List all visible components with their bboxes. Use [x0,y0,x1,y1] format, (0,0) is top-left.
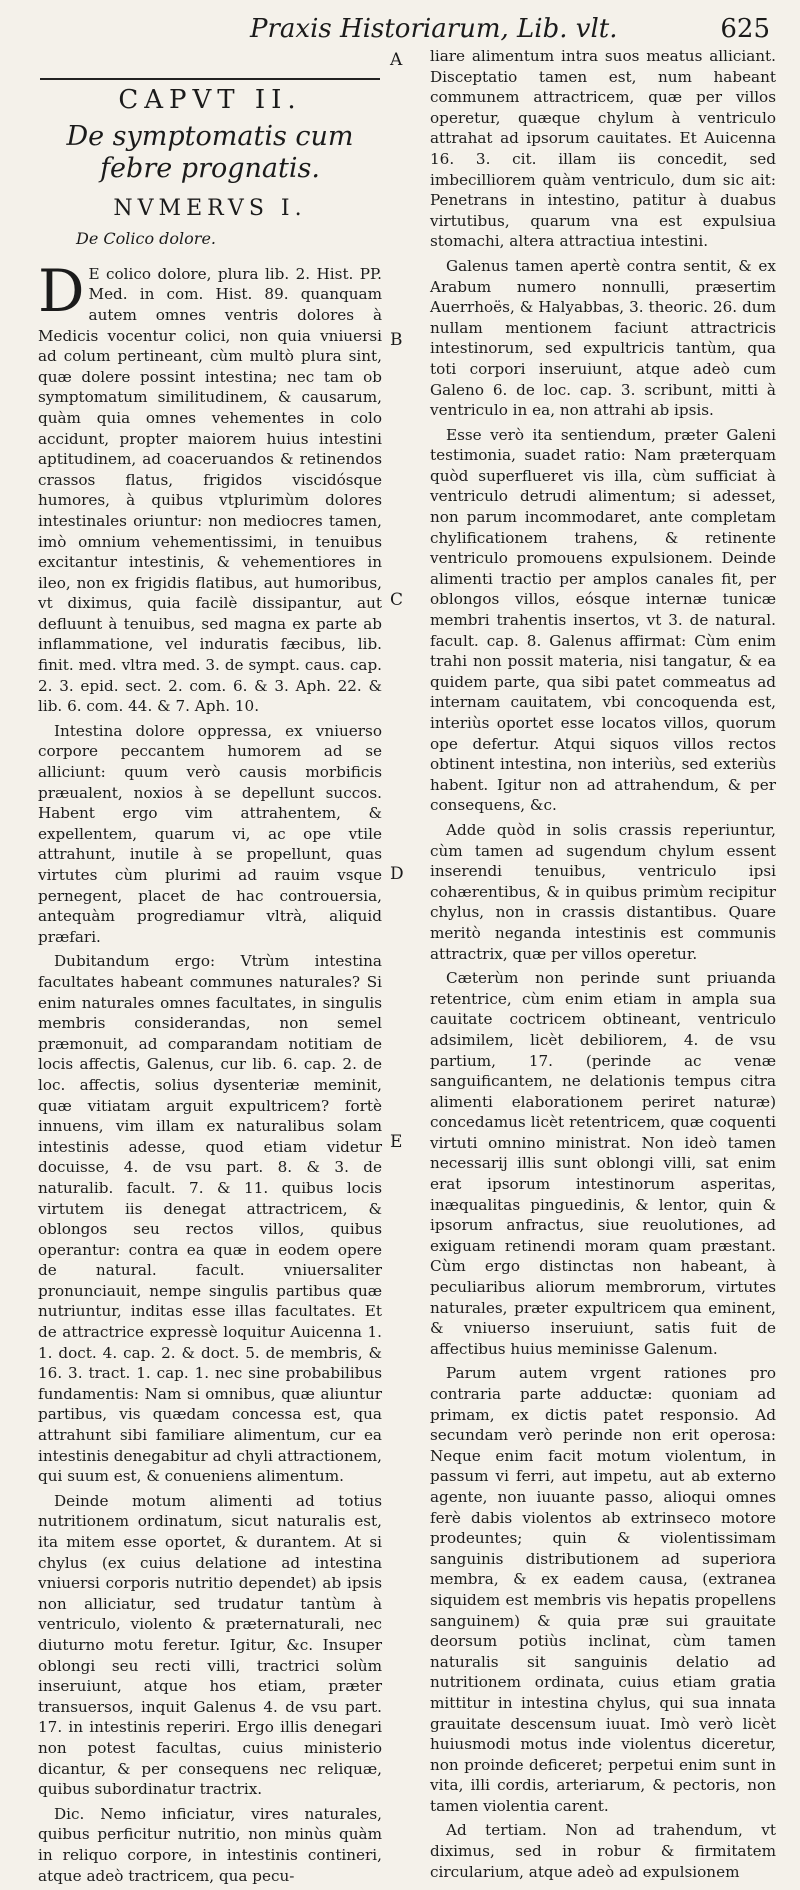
paragraph: Galenus tamen apertè contra sentit, & ex Arabum numero nonnulli, præsertim Auerrhoës, & Halyabbas, 3. theoric. 26. dum nullam mentionem faciunt attractricis intestinorum, sed expultricis tantùm, qua toti corpori inseruiunt, atque adeò cum Galeno 6. de loc. cap. 3. scribunt, mitti à ventriculo in ea, non attrahi ab ipsis. [430,256,776,420]
margin-letter-a: A [390,50,403,70]
section-heading: De Colico dolore. [76,229,216,249]
running-head [250,14,770,44]
margin-letter-c: C [390,590,404,610]
margin-letter-b: B [390,330,403,350]
right-column [430,46,776,1886]
paragraph-text: E colico dolore, plura lib. 2. Hist. PP. Med. in com. Hist. 89. quanquam autem omnes ventris dolores à Medicis vocentur colici, non quia vniuersi ad colum pertineant, cùm multò plura sint, quæ dolere possint intestina; nec tam ob symptomatum similitudinem, & causarum, quàm quia omnes vehementes in colo accidunt, propter maiorem huius intestini aptitudinem, ad coaceruandos & retinendos crassos flatus, frigidos viscidósque humores, à quibus vtplurimùm dolores intestinales oriuntur: non mediocres tamen, imò omnium vehementissimi, in tenuibus excitantur intestinis, & vehementiores in ileo, non ex frigidis flatibus, aut humoribus, vt diximus, quia facilè dissipantur, aut defluunt à tenuibus, sed magna ex parte ab inflammatione, vel induratis fæcibus, lib. finit. med. vltra med. 3. de sympt. caus. cap. 2. 3. epid. sect. 2. com. 6. & 3. Aph. 22. & lib. 6. com. 44. & 7. Aph. 10. [38,264,382,716]
margin-letter-d: D [390,864,404,884]
paragraph: Esse verò ita sentiendum, præter Galeni testimonia, suadet ratio: Nam præterquam quòd superflueret vis illa, cùm sufficiat à ventriculo detrudi alimentum; si adesset, non parum incommodaret, ante completam chylificationem trahens, & retinente ventriculo promouens expulsionem. Deinde alimenti tractio per amplos canales fit, per oblongos villos, eósque internæ tunicæ membri trahentis insertos, vt 3. de natural. facult. cap. 8. Galenus affirmat: Cùm enim trahi non possit materia, nisi tangatur, & ea quidem parte, qua sibi patet commeatus ad internam cauitatem, vbi concoquenda est, interiùs oportet esse locatos villos, quorum ope defertur. Atqui siquos villos rectos obtinent intestina, non interiùs, sed exteriùs habent. Igitur non ad attrahendum, & per consequens, &c. [430,425,776,815]
page-number: 625 [720,14,770,44]
paragraph: Intestina dolore oppressa, ex vniuerso corpore peccantem humorem ad se alliciunt: quum verò causis morbificis præualent, noxios à se depellunt succos. Habent ergo vim attrahentem, & expellentem, quarum vi, ac ope vtile attrahunt, inutile à se propellunt, quas virtutes cùm plurimi ad rauim vsque pernegent, placet de hac controuersia, antequàm progrediamur vltrà, aliquid præfari. [38,721,382,946]
paragraph: Deinde motum alimenti ad totius nutritionem ordinatum, sicut naturalis est, ita mitem esse oportet, & durantem. At si chylus (ex cuius delatione ad intestina vniuersi corporis nutritio dependet) ab ipsis non alliciatur, sed trudatur tantùm à ventriculo, violento & præternaturali, nec diuturno motu feretur. Igitur, &c. Insuper oblongi seu recti villi, tractrici solùm inseruiunt, atque hos etiam, præter transuersos, inquit Galenus 4. de vsu part. 17. in intestinis reperiri. Ergo illis denegari non potest facultas, cuius ministerio dicantur, & per consequens nec reliquæ, quibus subordinatur tractrix. [38,1491,382,1799]
paragraph: Dic. Nemo inficiatur, vires naturales, quibus perficitur nutritio, non minùs quàm in reliquo corpore, in intestinis contineri, atque adeò tractricem, qua pecu- [38,1804,382,1885]
paragraph: Cæterùm non perinde sunt priuanda retentrice, cùm enim etiam in ampla sua cauitate coctricem obtineant, ventriculo adsimilem, licèt debiliorem, 4. de vsu partium, 17. (perinde ac venæ sanguificantem, ne delationis tempus citra alimenti elaborationem periret naturæ) concedamus licèt retentricem, quæ coquenti virtuti omnino ministrat. Non ideò tamen necessarij illis sunt oblongi villi, sat enim erat ipsorum intestinorum asperitas, inæqualitas pinguedinis, & lentor, quin & ipsorum anfractus, siue reuolutiones, ad exiguam retinendi moram quam præstant. Cùm ergo distinctas non habeant, à peculiaribus aliorum membrorum, virtutes naturales, præter expultricem qua eminent, & vniuerso inseruiunt, satis fuit de affectibus huius meminisse Galenum. [430,969,776,1358]
paragraph: Ad tertiam. Non ad trahendum, vt diximus, sed in robur & firmitatem circularium, atque adeò ad expulsionem [430,1821,776,1881]
paragraph [38,256,382,717]
paragraph: liare alimentum intra suos meatus alliciant. Disceptatio tamen est, num habeant communem attractricem, quæ per villos operetur, quæque chylum à ventriculo attrahat ad ipsorum cauitates. Et Auicenna 16. 3. cit. illam iis concedit, sed imbecilliorem quàm ventriculo, dum sic ait: Penetrans in intestino, patitur à duabus virtutibus, quarum vna est expulsiua stomachi, altera attractiua intestini. [430,47,776,251]
paragraph: Adde quòd in solis crassis reperiuntur, cùm tamen ad sugendum chylum essent inserendi tenuibus, ventriculo ipsi cohærentibus, & in quibus primùm recipitur chylus, non in crassis distantibus. Quare meritò neganda intestinis est communis attractrix, quæ per villos operetur. [430,820,776,963]
header-rule [40,78,380,80]
margin-letter-e: E [390,1132,403,1152]
paragraph: Parum autem vrgent rationes pro contraria parte adductæ: quoniam ad primam, ex dictis patet responsio. Ad secundam verò perinde non erit operosa: Neque enim facit motum violentum, in passum vi ferri, aut impetu, aut ab externo agente, non iuuante passo, alioqui omnes ferè dabis violentos ab extrinseco motore prodeuntes; quin & violentissimam sanguinis distributionem ad superiora membra, & ex eadem causa, (extranea siquidem est membris vis hepatis propellens sanguinem) & quia præ sui grauitate deorsum potiùs inclinat, cùm tamen naturalis sit sanguinis delatio ad nutritionem ordinata, cuius etiam gratia mittitur in intestina chylus, qui sua innata grauitate descensum iuuat. Imò verò licèt huiusmodi motus inde violentus diceretur, non proinde deficeret; perpetui enim sunt in vita, illi cordis, arteriarum, & pectoris, non tamen violentia carent. [430,1364,776,1815]
number-heading: NVMERVS I. [113,195,307,221]
chapter-heading: CAPVT II. [118,85,302,115]
drop-cap: D [38,256,85,325]
running-title: Praxis Historiarum, Lib. vlt. [250,14,618,44]
left-column [38,84,382,1890]
chapter-subtitle: De symptomatis cum febre prognatis. [66,120,354,184]
paragraph: Dubitandum ergo: Vtrùm intestina facultates habeant communes naturales? Si enim naturales omnes facultates, in singulis membris considerandas, non semel præmonuit, ad comparandam notitiam de locis affectis, Galenus, cur lib. 6. cap. 2. de loc. affectis, solius dysenteriæ meminit, quæ vitiatam arguit expultricem? fortè innuens, vim illam ex naturalibus solam intestinis adesse, quod etiam videtur docuisse, 4. de vsu part. 8. & 3. de naturalib. facult. 7. & 11. quibus locis virtutem iis denegat attractricem, & oblongos seu rectos villos, quibus operantur: contra ea quæ in eodem opere de natural. facult. vniuersaliter pronunciauit, nempe singulis partibus quæ nutriuntur, inditas esse illas facultates. Et de attractrice expressè loquitur Auicenna 1. 1. doct. 4. cap. 2. & doct. 5. de membris, & 16. 3. tract. 1. cap. 1. nec sine probabilibus fundamentis: Nam si omnibus, quæ aliuntur partibus, vis quædam concessa est, qua attrahunt sibi familiare alimentum, cur ea intestinis denegabitur ad chyli attractionem, qui suum est, & conueniens alimentum. [38,952,382,1486]
